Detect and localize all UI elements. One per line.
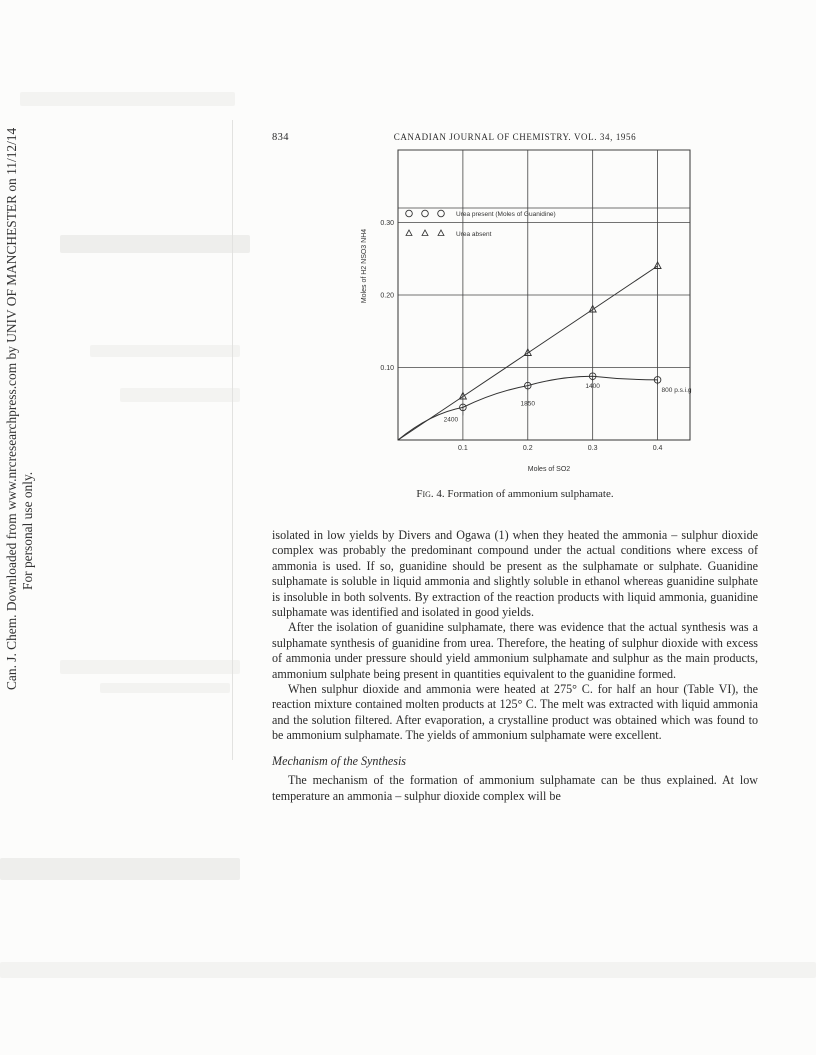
bleed-through-mark [20,92,235,106]
bleed-through-mark [0,858,240,880]
x-tick-label: 0.4 [652,445,663,452]
legend-triangle [422,230,428,236]
pressure-label: 2400 [443,416,459,424]
figure-caption [272,488,758,500]
pressure-label: 1850 [520,400,536,408]
bleed-through-mark [60,235,250,253]
legend-label-urea-absent: Urea absent [456,231,492,238]
x-tick-label: 0.3 [587,445,598,452]
bleed-through-mark [0,962,816,978]
figure-4 [350,148,700,488]
paragraph-2: After the isolation of guanidine sulphamate, there was evidence that the actual synthesis was a sulphamate synthesis of guanidine from urea. Therefore, the heating of sulphur dioxide with excess of ammonia under pressure should yield ammonium sulphamate and sulphur as the main products, ammonium sulphate being present in quantities equivalent to the guanidine formed. [272,620,758,681]
y-tick-label: 0.30 [380,220,394,227]
legend-triangle [406,230,412,236]
journal-title: CANADIAN JOURNAL OF CHEMISTRY. VOL. 34, 1956 [393,132,637,142]
bleed-through-mark [60,660,240,674]
download-watermark [0,127,40,690]
bleed-through-mark [90,345,240,357]
paragraph-4: The mechanism of the formation of ammonium sulphamate can be thus explained. At low temperature an ammonia – sulphur dioxide complex will be [272,773,758,803]
y-axis-label: Moles of H2 NSO3 NH4 [361,228,368,304]
y-tick-label: 0.20 [380,292,394,300]
running-header [272,132,758,146]
legend-triangle [438,230,444,236]
page-number: 834 [272,132,289,143]
legend-circle [406,210,413,217]
x-tick-label: 0.1 [458,445,468,452]
legend-circle [438,210,445,217]
paragraph-3: When sulphur dioxide and ammonia were heated at 275° C. for half an hour (Table VI), the reaction mixture contained molten products at 125° C. The melt was extracted with liquid ammonia and the solution filtered. After evaporation, a crystalline product was obtained which was found to be ammonium sulphamate. The yields of ammonium sulphamate were excellent. [272,682,758,743]
bleed-through-mark [100,683,230,693]
caption-label: Fig. 4. [416,488,445,500]
watermark-line-2: For personal use only. [20,471,35,590]
x-axis-label: Moles of SO2 [527,466,571,473]
pressure-label: 1400 [585,383,600,391]
watermark-line-1: Can. J. Chem. Downloaded from www.nrcresearchpress.com by UNIV OF MANCHESTER on 11/12/14 [4,127,19,690]
body-text [272,528,758,804]
caption-text: Formation of ammonium sulphamate. [447,488,614,500]
paragraph-1: isolated in low yields by Divers and Ogawa (1) when they heated the ammonia – sulphur dioxide complex was probably the predominant compound under the actual conditions where excess of ammonia is used. If so, guanidine should be present as the sulphamate or sulphate. Guanidine sulphamate is soluble in liquid ammonia and slightly soluble in ethanol whereas guanidine sulphate is insoluble in both solvents. By extraction of the reaction products with liquid ammonia, guanidine sulphamate was identified and isolated in good yields. [272,528,758,620]
pressure-label: 800 p.s.i.g [661,386,692,394]
legend-label-urea-present: Urea present (Moles of Guanidine) [456,211,556,218]
chart [350,148,700,488]
legend-circle [422,210,429,217]
x-tick-label: 0.2 [522,445,533,452]
bleed-through-mark [120,388,240,402]
section-heading: Mechanism of the Synthesis [272,753,407,768]
y-tick-label: 0.10 [380,365,394,372]
bleed-through-line [232,120,233,760]
